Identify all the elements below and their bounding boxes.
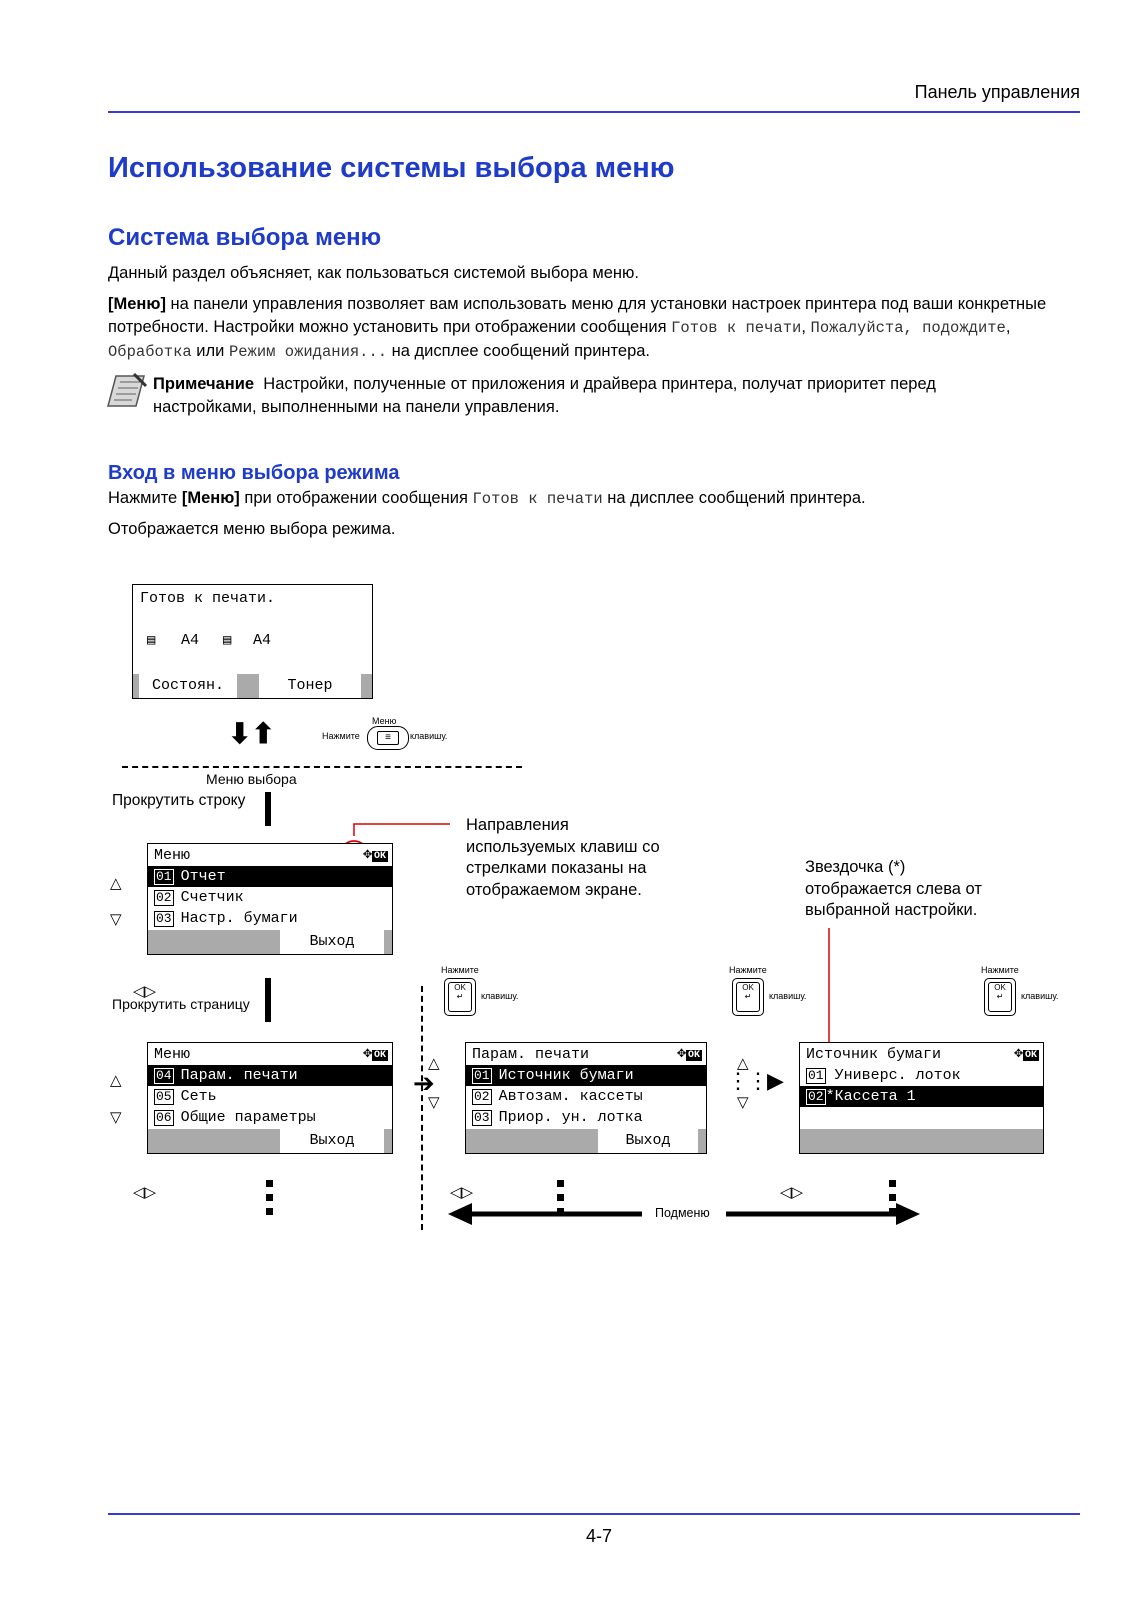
down-triangle-icon: ▽ [428, 1094, 440, 1111]
menu-display-1: Меню ✥ OK 01 Отчет 02 Счетчик 03 Настр. бумаги Выход [147, 843, 393, 955]
softkey-exit: Выход [280, 930, 384, 954]
menu-display-3: Парам. печати ✥ OK 01 Источник бумаги 02 Автозам. кассеты 03 Приор. ун. лотка Выход [465, 1042, 707, 1154]
cross-keys-ok-icon: ✥ OK [676, 1045, 700, 1062]
up-triangle-icon: △ [110, 1072, 122, 1089]
running-header: Панель управления [914, 82, 1080, 102]
submenu-label: Подменю [655, 1206, 710, 1220]
menu-select-label: Меню выбора [206, 771, 297, 787]
list-item: 01 Источник бумаги [466, 1065, 706, 1086]
list-item: 02 *Кассета 1 [800, 1086, 1043, 1107]
list-item: 02 Автозам. кассеты [474, 1088, 643, 1105]
softkey-exit: Выход [598, 1129, 698, 1153]
menu-display-4: Источник бумаги ✥ OK 01 Универс. лоток 02 *Кассета 1 [799, 1042, 1044, 1154]
menu-display-2: Меню ✥ OK 04 Парам. печати 05 Сеть 06 Общие параметры Выход [147, 1042, 393, 1154]
scroll-page-label: Прокрутить страницу [112, 996, 250, 1012]
cross-keys-ok-icon: ✥ OK [1013, 1045, 1037, 1062]
softkey-exit: Выход [280, 1129, 384, 1153]
down-triangle-icon: ▽ [737, 1094, 749, 1111]
menu-paragraph: [Меню] на панели управления позволяет вам использовать меню для установки настроек принтера под ваши конкретные потребности. Настройки можно установить при отображении сообщения Готов к печати, Пожалуйста, подождите, Обработка или Режим ожидания... на дисплее сообщений принтера. [108, 295, 1047, 361]
paper-mp-icon: ▤ [147, 633, 156, 649]
callout-star: Звездочка (*) отображается слева от выбранной настройки. [805, 858, 982, 919]
left-right-triangles-icon: ◁▷ [133, 983, 157, 1000]
down-triangle-icon: ▽ [110, 911, 122, 928]
cross-keys-ok-icon: ✥ OK [362, 1045, 386, 1062]
page-number: 4-7 [586, 1526, 613, 1546]
note-text: Примечание Настройки, полученные от приложения и драйвера принтера, получат приоритет перед настройками, выполненными на панели управления. [153, 375, 936, 416]
down-up-arrows-icon: ⬇⬆ [228, 718, 275, 749]
list-item: 03 Приор. ун. лотка [474, 1109, 643, 1126]
dotted-right-arrow-icon: ⋮⋮▶ [727, 1068, 782, 1093]
mode-menu-text: Отображается меню выбора режима. [108, 520, 396, 538]
up-triangle-icon: △ [428, 1055, 440, 1072]
footer-rule [108, 1513, 1080, 1515]
left-right-triangles-icon: ◁▷ [780, 1184, 804, 1201]
list-item: 05 Сеть [156, 1088, 217, 1105]
page-title: Использование системы выбора меню [108, 152, 675, 184]
left-right-triangles-icon: ◁▷ [133, 1184, 157, 1201]
enter-menu-text: Нажмите [Меню] при отображении сообщения Готов к печати на дисплее сообщений принтера. [108, 489, 866, 508]
intro-text: Данный раздел объясняет, как пользоваться системой выбора меню. [108, 264, 639, 282]
list-item: 04 Парам. печати [148, 1065, 392, 1086]
left-right-triangles-icon: ◁▷ [450, 1184, 474, 1201]
paper-cassette-icon: ▤ [223, 633, 232, 649]
down-triangle-icon: ▽ [110, 1109, 122, 1126]
subsection-title: Вход в меню выбора режима [108, 462, 400, 484]
section-title: Система выбора меню [108, 224, 382, 251]
cross-keys-ok-icon: ✥ OK [362, 846, 386, 863]
ok-key-icon: OK ↵ [984, 978, 1016, 1016]
list-item: 06 Общие параметры [156, 1109, 316, 1126]
up-triangle-icon: △ [737, 1055, 749, 1072]
ready-display: Готов к печати. ▤ A4 ▤ A4 Состоян. Тонер [132, 584, 373, 699]
right-arrow-icon: ➔ [413, 1068, 435, 1098]
softkey-status: Состоян. [139, 674, 237, 698]
menu-key-icon: ≡ [367, 726, 409, 750]
list-item: 03 Настр. бумаги [156, 910, 298, 927]
ok-key-icon: OK ↵ [732, 978, 764, 1016]
list-item: 01 Универс. лоток [808, 1067, 961, 1084]
menu-key-label: [Меню] [108, 295, 166, 313]
list-item: 02 Счетчик [156, 889, 244, 906]
list-item: 01 Отчет [148, 866, 392, 887]
callout-arrows: Направления используемых клавиш со стрелками показаны на отображаемом экране. [466, 816, 660, 899]
scroll-row-label: Прокрутить строку [112, 792, 246, 809]
ok-key-icon: OK ↵ [444, 978, 476, 1016]
up-triangle-icon: △ [110, 875, 122, 892]
softkey-toner: Тонер [259, 674, 361, 698]
